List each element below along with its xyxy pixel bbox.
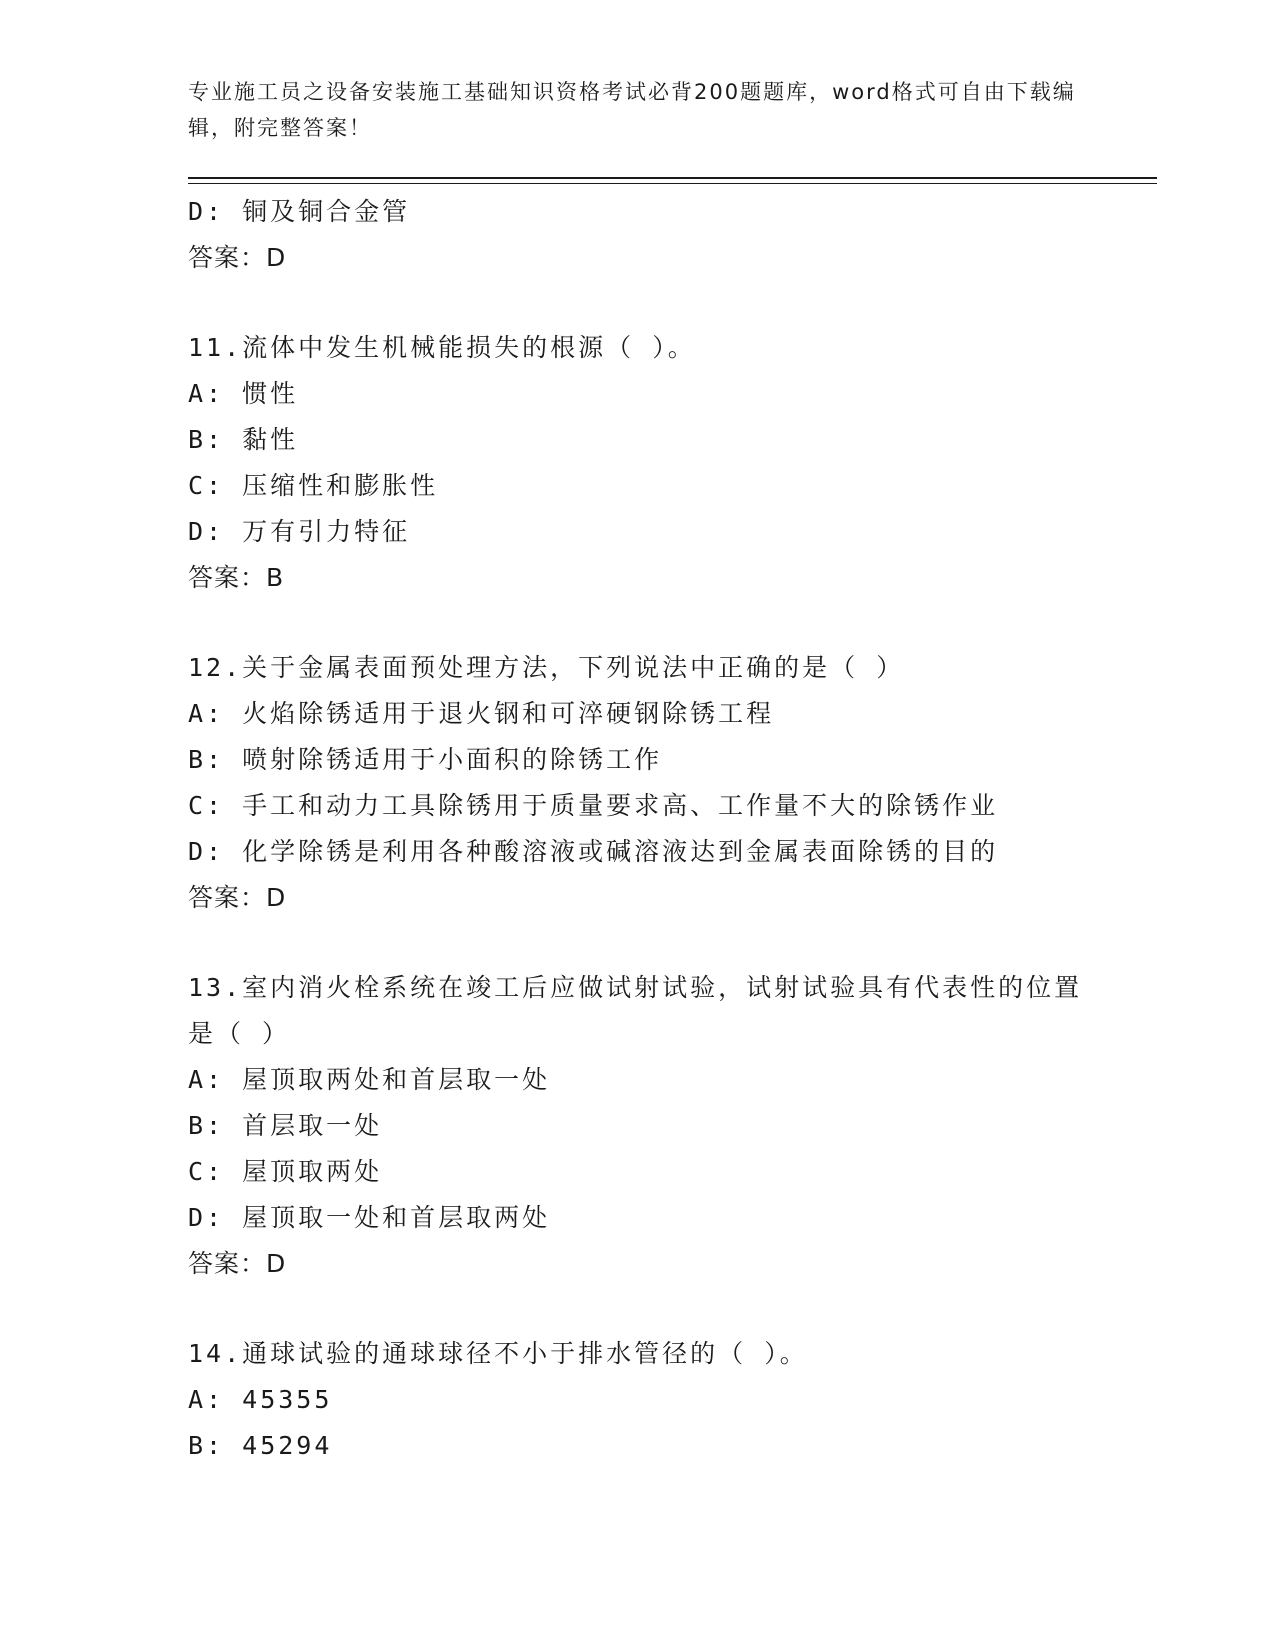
option-b: B: 喷射除锈适用于小面积的除锈工作	[188, 745, 663, 774]
answer: 答案：D	[188, 243, 287, 272]
option-c: C: 手工和动力工具除锈用于质量要求高、工作量不大的除锈作业	[188, 791, 999, 820]
option-b: B: 黏性	[188, 425, 299, 454]
question-12	[188, 645, 1088, 921]
spacer	[188, 921, 1088, 965]
question-stem: 13.室内消火栓系统在竣工后应做试射试验，试射试验具有代表性的位置是（ ）	[188, 973, 1083, 1048]
option-a: A: 45355	[188, 1385, 333, 1414]
option-b: B: 首层取一处	[188, 1111, 383, 1140]
question-11	[188, 325, 1088, 601]
question-14	[188, 1331, 1088, 1469]
document-body	[188, 189, 1088, 1469]
answer: 答案：D	[188, 883, 287, 912]
question-10-tail	[188, 189, 1088, 281]
spacer	[188, 601, 1088, 645]
option-a: A: 屋顶取两处和首层取一处	[188, 1065, 551, 1094]
spacer	[188, 1287, 1088, 1331]
spacer	[188, 281, 1088, 325]
question-stem: 12.关于金属表面预处理方法，下列说法中正确的是（ ）	[188, 653, 905, 682]
answer: 答案：D	[188, 1249, 287, 1278]
option-a: A: 惯性	[188, 379, 299, 408]
option-d: D: 化学除锈是利用各种酸溶液或碱溶液达到金属表面除锈的目的	[188, 837, 999, 866]
answer: 答案：B	[188, 563, 285, 592]
header-rule-thin	[188, 183, 1157, 184]
option-d: D: 万有引力特征	[188, 517, 411, 546]
question-13	[188, 965, 1088, 1287]
option-d: D: 屋顶取一处和首层取两处	[188, 1203, 551, 1232]
document-header: 专业施工员之设备安装施工基础知识资格考试必背200题题库，word格式可自由下载编辑，附完整答案！	[188, 80, 1076, 140]
option-c: C: 压缩性和膨胀性	[188, 471, 439, 500]
question-stem: 11.流体中发生机械能损失的根源（ ）。	[188, 333, 696, 362]
option-c: C: 屋顶取两处	[188, 1157, 383, 1186]
option-d: D: 铜及铜合金管	[188, 197, 411, 226]
option-b: B: 45294	[188, 1431, 333, 1460]
question-stem: 14.通球试验的通球球径不小于排水管径的（ ）。	[188, 1339, 808, 1368]
header-rule-thick	[188, 177, 1157, 179]
option-a: A: 火焰除锈适用于退火钢和可淬硬钢除锈工程	[188, 699, 775, 728]
